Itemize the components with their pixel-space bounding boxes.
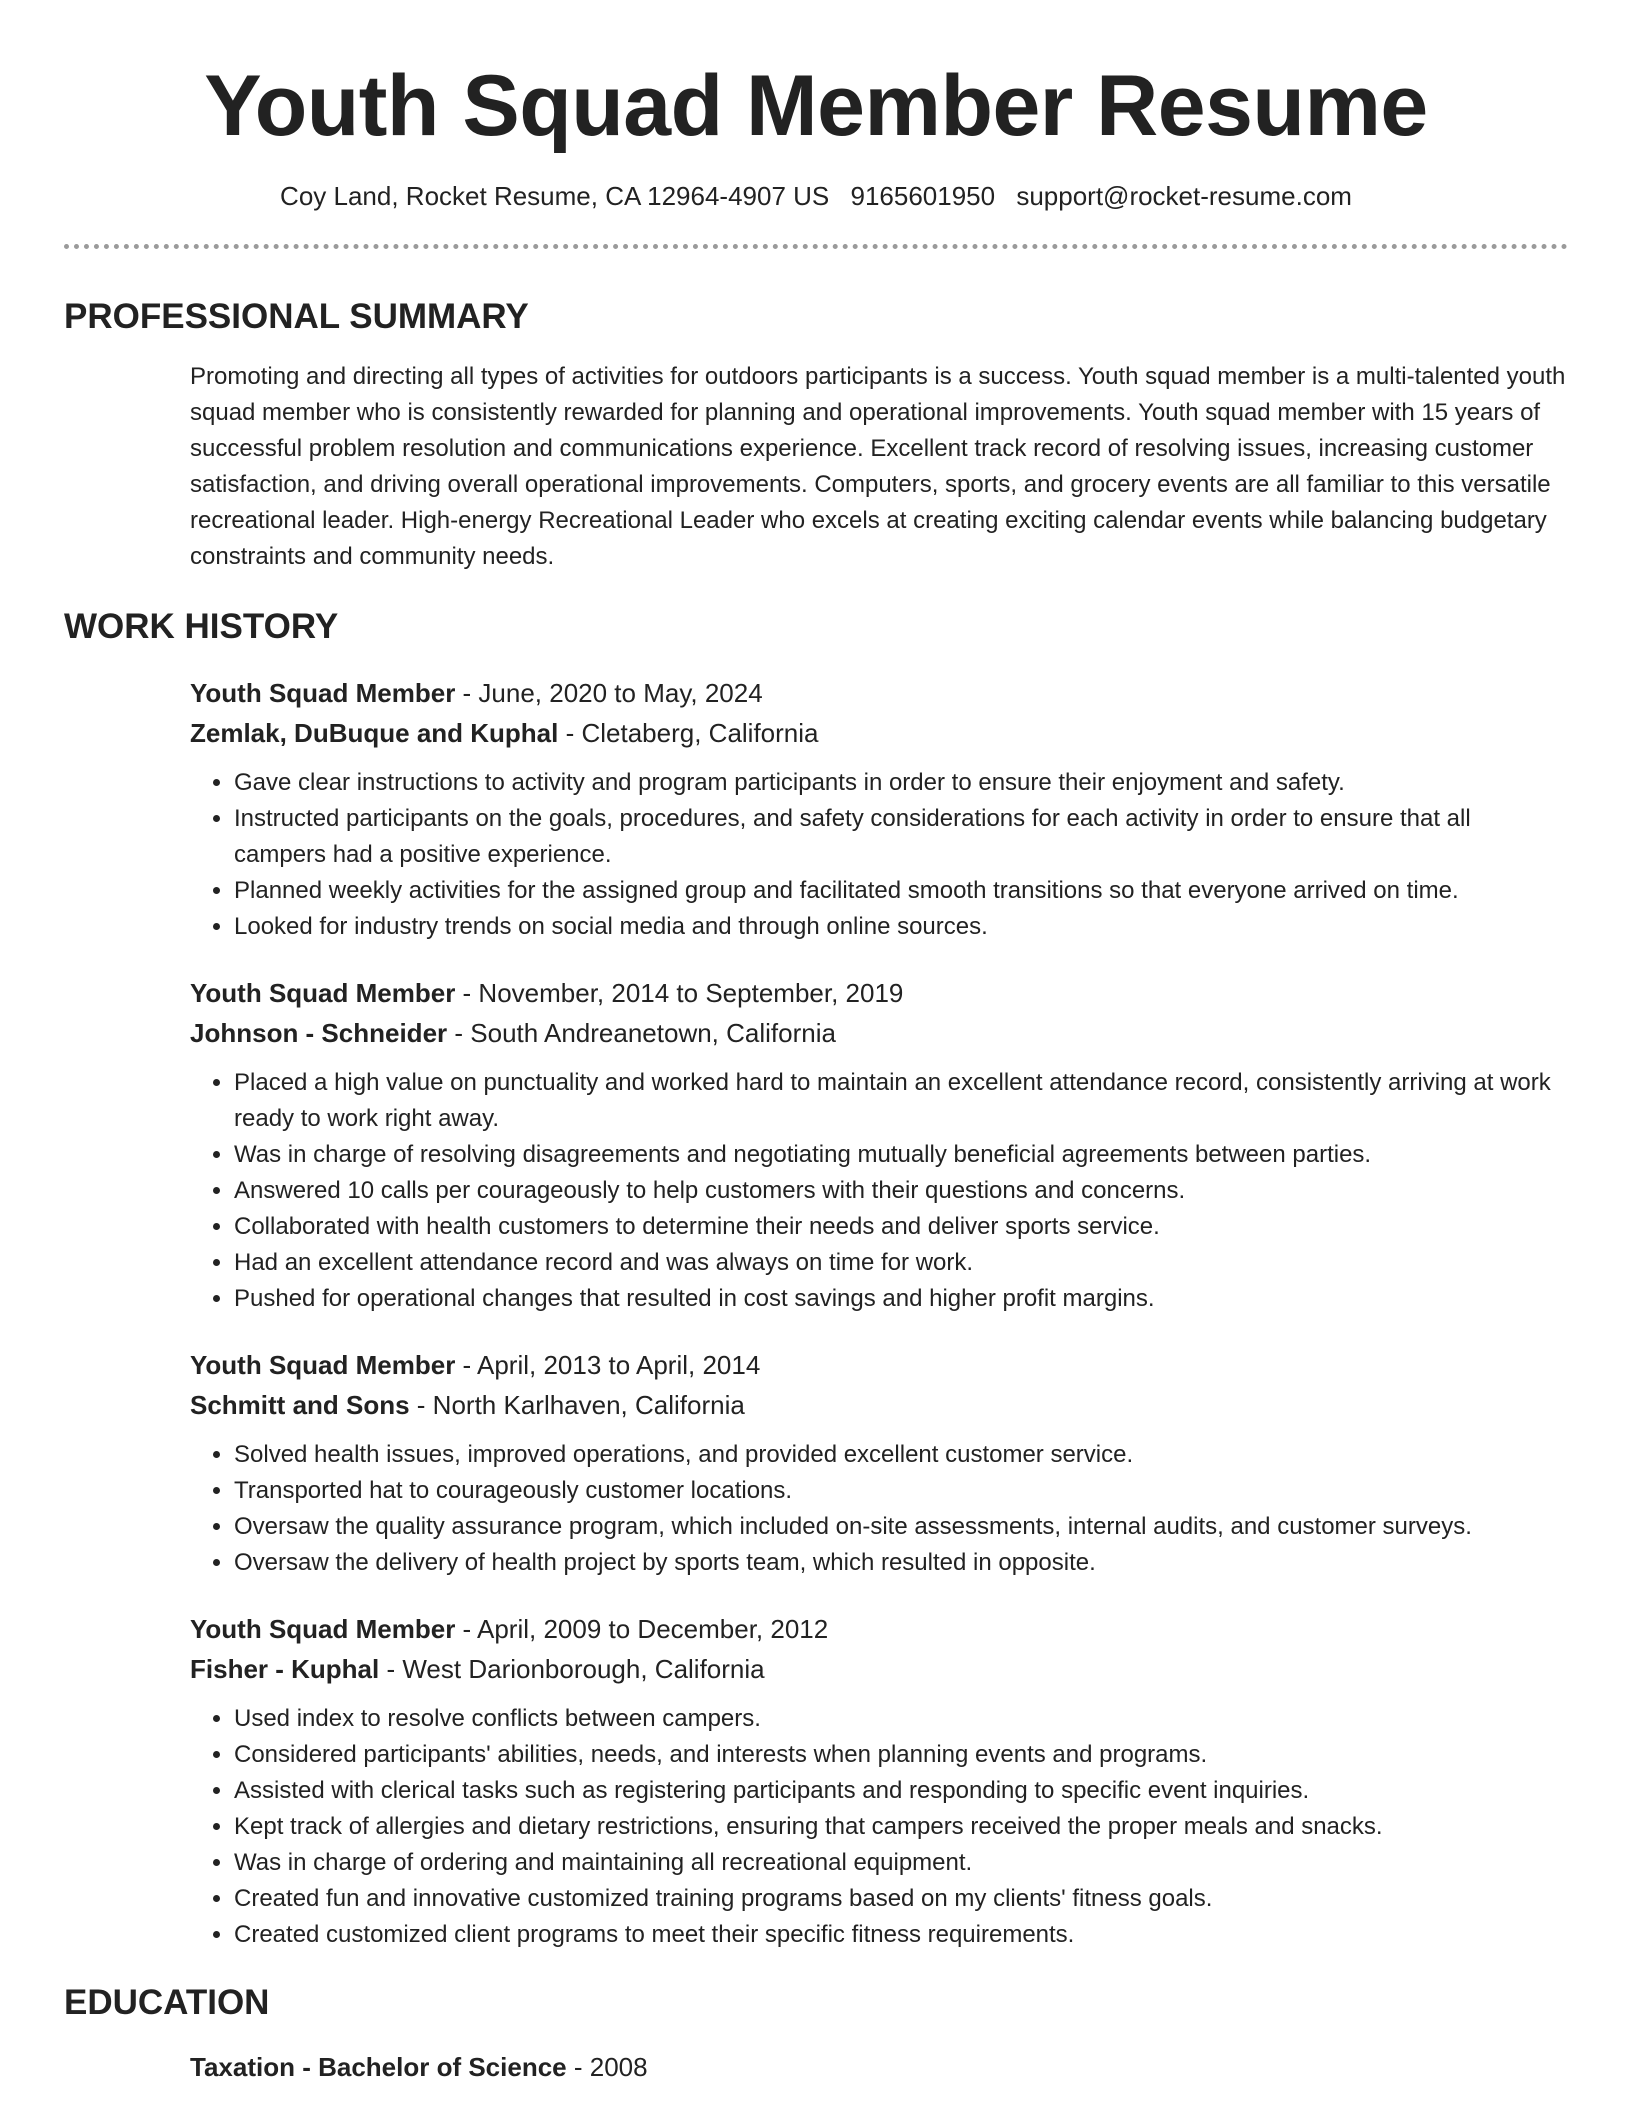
job-company: Zemlak, DuBuque and Kuphal (190, 718, 559, 748)
education-entry (190, 2047, 1568, 2087)
job-location: - South Andreanetown, California (447, 1018, 836, 1048)
duty-item: • Gave clear instructions to activity and program participants in order to ensure their enjoyment and safety. (234, 765, 1568, 801)
duty-item: • Transported hat to courageously customer locations. (234, 1473, 1568, 1509)
job-entry (190, 673, 1568, 945)
contact-email: support@rocket-resume.com (1016, 181, 1352, 211)
job-title: Youth Squad Member (190, 1350, 456, 1380)
job-title: Youth Squad Member (190, 678, 456, 708)
duty-item: • Was in charge of ordering and maintaining all recreational equipment. (234, 1845, 1568, 1881)
work-history-section (64, 673, 1568, 1953)
job-title-line (190, 673, 1568, 713)
education-year: - 2008 (566, 2052, 648, 2082)
job-title-line (190, 1609, 1568, 1649)
duty-list (190, 1701, 1568, 1953)
education-degree: Taxation - Bachelor of Science (190, 2052, 567, 2082)
job-dates: - June, 2020 to May, 2024 (455, 678, 763, 708)
header-divider (64, 244, 1568, 249)
job-dates: - April, 2009 to December, 2012 (455, 1614, 829, 1644)
contact-line (64, 178, 1568, 214)
summary-text: Promoting and directing all types of activities for outdoors participants is a success. Youth squad member is a multi-talented youth squad member who is consistently rewarded for planning and operational improvements. Youth squad member with 15 years of successful problem resolution and communications experience. Excellent track record of resolving issues, increasing customer satisfaction, and driving overall operational improvements. Computers, sports, and grocery events are all familiar to this versatile recreational leader. High-energy Recreational Leader who excels at creating exciting calendar events while balancing budgetary constraints and community needs. (190, 363, 1566, 570)
contact-phone: 9165601950 (850, 181, 996, 211)
duty-item: • Had an excellent attendance record and was always on time for work. (234, 1245, 1568, 1281)
job-entry (190, 1609, 1568, 1953)
job-company-line (190, 1013, 1568, 1053)
resume-title: Youth Squad Member Resume (204, 58, 1428, 154)
duty-item: • Assisted with clerical tasks such as registering participants and responding to specific event inquiries. (234, 1773, 1568, 1809)
duty-item: • Oversaw the quality assurance program, which included on-site assessments, internal audits, and customer surveys. (234, 1509, 1568, 1545)
job-company: Johnson - Schneider (190, 1018, 448, 1048)
job-entry (190, 973, 1568, 1317)
duty-list (190, 1065, 1568, 1317)
duty-item: • Created fun and innovative customized training programs based on my clients' fitness goals. (234, 1881, 1568, 1917)
duty-item: • Instructed participants on the goals, procedures, and safety considerations for each activity in order to ensure that all campers had a positive experience. (234, 801, 1568, 873)
contact-address: Coy Land, Rocket Resume, CA 12964-4907 US (280, 181, 830, 211)
duty-item: • Was in charge of resolving disagreements and negotiating mutually beneficial agreements between parties. (234, 1137, 1568, 1173)
duty-item: • Collaborated with health customers to determine their needs and deliver sports service. (234, 1209, 1568, 1245)
duty-item: • Looked for industry trends on social media and through online sources. (234, 909, 1568, 945)
job-title-line (190, 973, 1568, 1013)
job-location: - West Darionborough, California (379, 1654, 765, 1684)
duty-item: • Created customized client programs to meet their specific fitness requirements. (234, 1917, 1568, 1953)
duty-list (190, 1437, 1568, 1581)
job-company-line (190, 1385, 1568, 1425)
duty-item: • Planned weekly activities for the assigned group and facilitated smooth transitions so that everyone arrived on time. (234, 873, 1568, 909)
duty-item: • Answered 10 calls per courageously to help customers with their questions and concerns. (234, 1173, 1568, 1209)
summary-section (64, 359, 1568, 575)
education-heading: EDUCATION (64, 1983, 270, 2022)
job-company-line (190, 713, 1568, 753)
job-title-line (190, 1345, 1568, 1385)
summary-heading: PROFESSIONAL SUMMARY (64, 297, 529, 336)
duty-item: • Used index to resolve conflicts between campers. (234, 1701, 1568, 1737)
job-company-line (190, 1649, 1568, 1689)
duty-item: • Kept track of allergies and dietary restrictions, ensuring that campers received the proper meals and snacks. (234, 1809, 1568, 1845)
duty-item: • Oversaw the delivery of health project by sports team, which resulted in opposite. (234, 1545, 1568, 1581)
duty-list (190, 765, 1568, 945)
job-title: Youth Squad Member (190, 1614, 456, 1644)
job-location: - Cletaberg, California (558, 718, 819, 748)
job-location: - North Karlhaven, California (409, 1390, 745, 1420)
job-entry (190, 1345, 1568, 1581)
work-history-heading: WORK HISTORY (64, 607, 339, 646)
job-company: Schmitt and Sons (190, 1390, 410, 1420)
duty-item: • Pushed for operational changes that resulted in cost savings and higher profit margins. (234, 1281, 1568, 1317)
duty-item: • Solved health issues, improved operations, and provided excellent customer service. (234, 1437, 1568, 1473)
job-title: Youth Squad Member (190, 978, 456, 1008)
job-company: Fisher - Kuphal (190, 1654, 380, 1684)
duty-item: • Placed a high value on punctuality and worked hard to maintain an excellent attendance record, consistently arriving at work ready to work right away. (234, 1065, 1568, 1137)
job-dates: - November, 2014 to September, 2019 (455, 978, 904, 1008)
job-dates: - April, 2013 to April, 2014 (455, 1350, 761, 1380)
duty-item: • Considered participants' abilities, needs, and interests when planning events and programs. (234, 1737, 1568, 1773)
education-section (64, 2047, 1568, 2087)
